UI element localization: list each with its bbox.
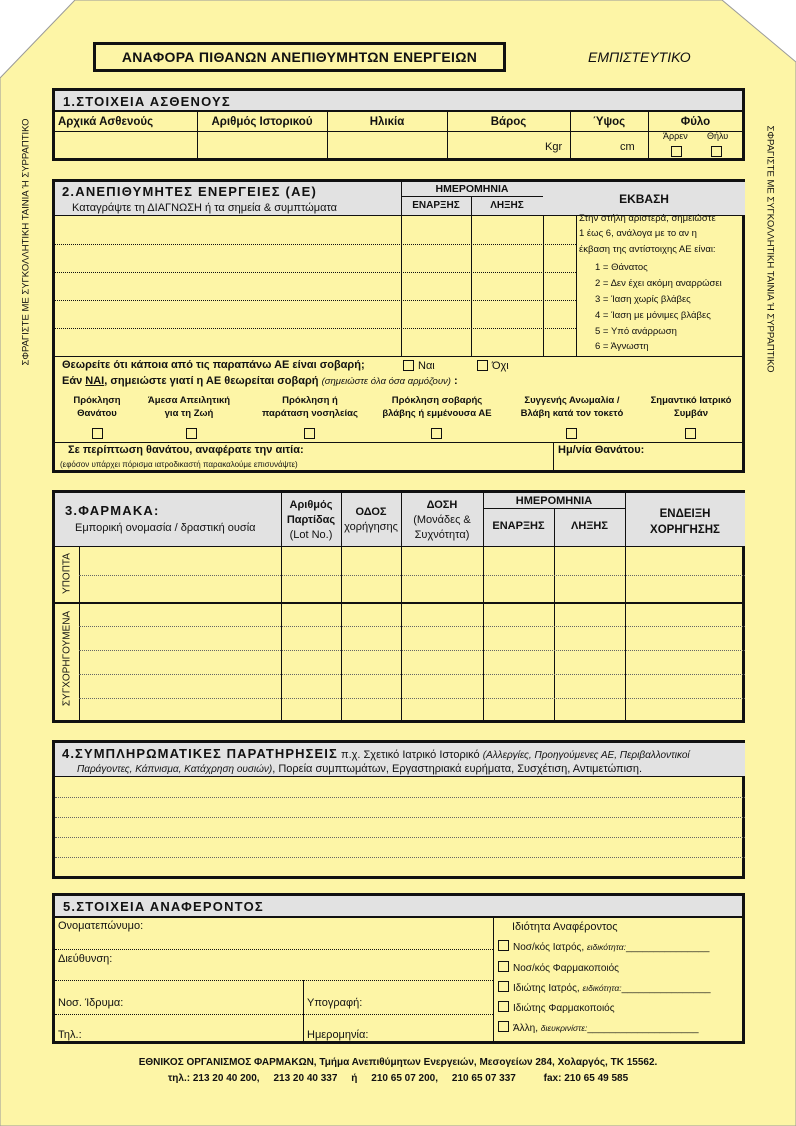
section-2-sub: Καταγράψτε τη ΔΙΑΓΝΩΣΗ ή τα σημεία & συμπτώματα bbox=[72, 202, 337, 214]
weight-unit: Kgr bbox=[545, 141, 563, 153]
capacity-opt5: Άλλη, διευκρινίστε:____________________ bbox=[513, 1023, 699, 1034]
reporter-name-label: Ονοματεπώνυμο: bbox=[58, 920, 144, 932]
reason-life-threatening: Άμεσα Απειλητική για τη Ζωή bbox=[147, 395, 231, 419]
capacity-opt4-checkbox[interactable] bbox=[498, 1001, 509, 1012]
end-header: ΛΗΞΗΣ bbox=[490, 200, 524, 211]
concomitant-label: ΣΥΓΧΟΡΗΓΟΥΜΕΝΑ bbox=[61, 610, 73, 707]
section-drugs bbox=[52, 490, 745, 723]
outcome-line: 3 = Ίαση χωρίς βλάβες bbox=[595, 294, 691, 305]
serious-yes-checkbox[interactable] bbox=[403, 360, 414, 371]
footer-address: ΕΘΝΙΚΟΣ ΟΡΓΑΝΙΣΜΟΣ ΦΑΡΜΑΚΩΝ, Τμήμα Ανεπιθύμητων Ενεργειών, Μεσογείων 284, Χολαργός, ΤΚ 15562. bbox=[138, 1057, 658, 1068]
capacity-opt3: Ιδιώτης Ιατρός, ειδικότητα:________________ bbox=[513, 983, 711, 994]
start-header: ΕΝΑΡΞΗΣ bbox=[412, 200, 460, 211]
indication-header: ΕΝΔΕΙΞΗ ΧΟΡΗΓΗΣΗΣ bbox=[650, 508, 720, 536]
reporter-address-label: Διεύθυνση: bbox=[58, 953, 113, 965]
reason-medical-checkbox[interactable] bbox=[685, 428, 696, 439]
sex-female-label: Θήλυ bbox=[707, 131, 729, 141]
outcome-line: 6 = Άγνωστη bbox=[595, 341, 649, 352]
col-age: Ηλικία bbox=[369, 116, 405, 128]
reason-death-checkbox[interactable] bbox=[92, 428, 103, 439]
footer-phones: τηλ.: 213 20 40 200, 213 20 40 337 ή 210 65 07 200, 210 65 07 337 fax: 210 65 49 585 bbox=[167, 1073, 629, 1084]
section-remarks bbox=[52, 740, 745, 879]
outcome-line: Στην στήλη αριστερά, σημειώστε bbox=[579, 213, 716, 224]
capacity-opt5-checkbox[interactable] bbox=[498, 1021, 509, 1032]
sex-female-checkbox[interactable] bbox=[711, 146, 722, 157]
reason-disability: Πρόκληση σοβαρής βλάβης ή εμμένουσα ΑΕ bbox=[382, 395, 492, 419]
section-4-line2: Παράγοντες, Κάπνισμα, Κατάχρηση ουσιών), Πορεία συμπτωμάτων, Εργαστηριακά ευρήματα, Συσχέτιση, Αντιμετώπιση. bbox=[77, 763, 643, 775]
height-unit: cm bbox=[620, 141, 635, 153]
section-2-header: 2.ΑΝΕΠΙΘΥΜΗΤΕΣ ΕΝΕΡΓΕΙΕΣ (ΑΕ) bbox=[62, 184, 318, 199]
drug-date-header: ΗΜΕΡΟΜΗΝΙΑ bbox=[515, 495, 593, 507]
drug-start-header: ΕΝΑΡΞΗΣ bbox=[492, 520, 545, 532]
sex-male-label: Άρρεν bbox=[663, 131, 688, 141]
reporter-date-label: Ημερομηνία: bbox=[307, 1029, 369, 1041]
capacity-title: Ιδιότητα Αναφέροντος bbox=[512, 921, 618, 933]
reason-hosp-checkbox[interactable] bbox=[304, 428, 315, 439]
confidential-label: ΕΜΠΙΣΤΕΥΤΙΚΟ bbox=[588, 49, 691, 65]
sex-male-checkbox[interactable] bbox=[671, 146, 682, 157]
side-note-right: ΣΦΡΑΓΙΣΤΕ ΜΕ ΣΥΓΚΟΛΛΗΤΙΚΗ ΤΑΙΝΙΑ Ή ΣΥΡΡΑΠΤΙΚΟ bbox=[764, 125, 776, 373]
reason-life-checkbox[interactable] bbox=[186, 428, 197, 439]
section-3-header: 3.ΦΑΡΜΑΚΑ: bbox=[65, 503, 160, 518]
reporter-hospital-label: Νοσ. Ίδρυμα: bbox=[58, 997, 124, 1009]
reason-hospitalization: Πρόκληση ή παράταση νοσηλείας bbox=[262, 395, 358, 419]
outcome-line: 2 = Δεν έχει ακόμη αναρρώσει bbox=[595, 278, 722, 289]
capacity-opt4: Ιδιώτης Φαρμακοποιός bbox=[513, 1003, 615, 1014]
outcome-line: έκβαση της αντίστοιχης ΑΕ είναι: bbox=[579, 244, 716, 255]
outcome-line: 5 = Υπό ανάρρωση bbox=[595, 326, 677, 337]
reason-congenital: Συγγενής Ανωμαλία / Βλάβη κατά τον τοκετό bbox=[520, 395, 624, 419]
section-5-header: 5.ΣΤΟΙΧΕΙΑ ΑΝΑΦΕΡΟΝΤΟΣ bbox=[55, 896, 742, 918]
outcome-line: 1 έως 6, ανάλογα με το αν η bbox=[579, 228, 697, 239]
serious-question: Θεωρείτε ότι κάποια από τις παραπάνω ΑΕ είναι σοβαρή; bbox=[62, 359, 365, 371]
reason-disability-checkbox[interactable] bbox=[431, 428, 442, 439]
col-height: Ύψος bbox=[592, 116, 626, 128]
serious-yes-label: Ναι bbox=[418, 360, 435, 372]
reporter-phone-label: Τηλ.: bbox=[58, 1029, 82, 1041]
section-adverse-events bbox=[52, 179, 745, 473]
section-4-line1: 4.ΣΥΜΠΛΗΡΩΜΑΤΙΚΕΣ ΠΑΡΑΤΗΡΗΣΕΙΣ π.χ. Σχετικό Ιατρικό Ιστορικό (Αλλεργίες, Προηγούμενες ΑΕ, Περιβαλλοντικοί bbox=[62, 746, 690, 761]
capacity-opt1-checkbox[interactable] bbox=[498, 940, 509, 951]
section-reporter bbox=[52, 893, 745, 1044]
col-sex: Φύλο bbox=[680, 116, 711, 128]
reporter-signature-label: Υπογραφή: bbox=[307, 997, 363, 1009]
death-date-label: Ημ/νία Θανάτου: bbox=[558, 444, 645, 456]
batch-header: Αριθμός Παρτίδας (Lot No.) bbox=[286, 499, 336, 541]
capacity-opt1: Νοσ/κός Ιατρός, ειδικότητα:_______________ bbox=[513, 942, 710, 953]
route-header: ΟΔΟΣ χορήγησης bbox=[344, 506, 398, 533]
outcome-header: ΕΚΒΑΣΗ bbox=[619, 192, 669, 206]
if-yes-instructions: Εάν ΝΑΙ, σημειώστε γιατί η ΑΕ θεωρείται σοβαρή (σημειώστε όλα όσα αρμόζουν) : bbox=[62, 375, 458, 387]
serious-no-label: Όχι bbox=[492, 360, 509, 372]
suspect-label: ΥΠΟΠΤΑ bbox=[61, 553, 73, 594]
reason-medical-event: Σημαντικό Ιατρικό Συμβάν bbox=[650, 395, 732, 419]
outcome-line: 1 = Θάνατος bbox=[595, 262, 648, 273]
section-patient bbox=[52, 88, 745, 161]
drug-end-header: ΛΗΞΗΣ bbox=[571, 520, 608, 532]
capacity-opt2: Νοσ/κός Φαρμακοποιός bbox=[513, 963, 619, 974]
dose-header: ΔΟΣΗ (Μονάδες & Συχνότητα) bbox=[413, 499, 471, 541]
death-cause-note: (εφόσον υπάρχει πόρισμα ιατροδικαστή παρακαλούμε επισυνάψτε) bbox=[60, 460, 298, 469]
col-initials: Αρχικά Ασθενούς bbox=[58, 116, 154, 128]
capacity-opt3-checkbox[interactable] bbox=[498, 981, 509, 992]
reason-death: Πρόκληση Θανάτου bbox=[73, 395, 121, 419]
col-weight: Βάρος bbox=[490, 116, 527, 128]
side-note-left: ΣΦΡΑΓΙΣΤΕ ΜΕ ΣΥΓΚΟΛΛΗΤΙΚΗ ΤΑΙΝΙΑ Ή ΣΥΡΡΑΠΤΙΚΟ bbox=[20, 118, 32, 366]
col-record: Αριθμός Ιστορικού bbox=[211, 116, 313, 128]
serious-no-checkbox[interactable] bbox=[477, 360, 488, 371]
section-1-header: 1.ΣΤΟΙΧΕΙΑ ΑΣΘΕΝΟΥΣ bbox=[55, 91, 742, 112]
section-3-sub: Εμπορική ονομασία / δραστική ουσία bbox=[75, 522, 256, 534]
outcome-line: 4 = Ίαση με μόνιμες βλάβες bbox=[595, 310, 711, 321]
reason-congenital-checkbox[interactable] bbox=[566, 428, 577, 439]
capacity-opt2-checkbox[interactable] bbox=[498, 961, 509, 972]
death-cause-label: Σε περίπτωση θανάτου, αναφέρατε την αιτία: bbox=[68, 444, 304, 456]
date-header: ΗΜΕΡΟΜΗΝΙΑ bbox=[435, 183, 509, 195]
form-title: ΑΝΑΦΟΡΑ ΠΙΘΑΝΩΝ ΑΝΕΠΙΘΥΜΗΤΩΝ ΕΝΕΡΓΕΙΩΝ bbox=[121, 49, 478, 65]
